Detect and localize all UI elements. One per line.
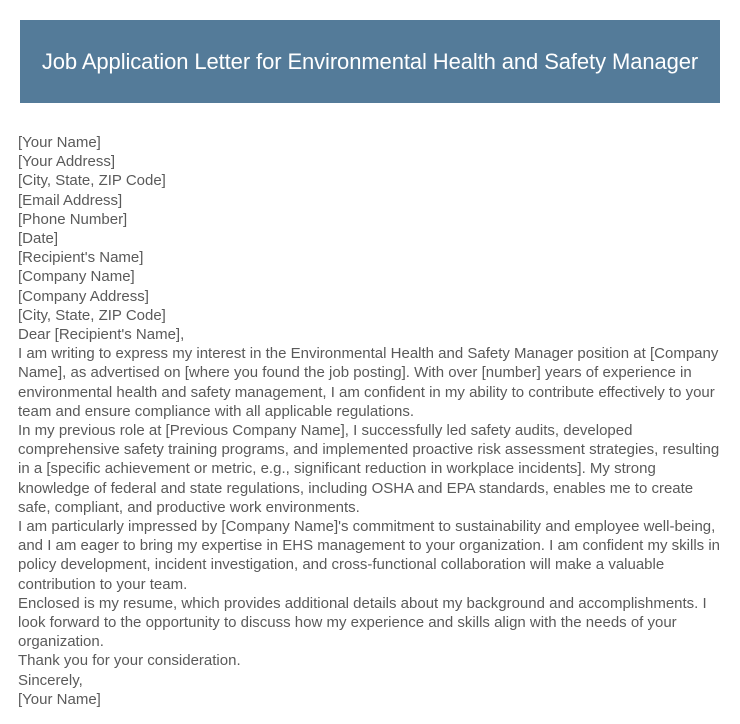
- recipient-line-name: [Recipient's Name]: [18, 249, 144, 267]
- sender-line-address: [Your Address]: [18, 153, 116, 171]
- thank-you-line: Thank you for your consideration.: [18, 652, 241, 670]
- recipient-line-city: [City, State, ZIP Code]: [18, 306, 166, 324]
- closing-line: Sincerely,: [18, 671, 83, 689]
- body-paragraph-2: In my previous role at [Previous Company Name], I successfully led safety audits, developed comprehensive safety training programs, and implemented proactive risk assessment strategies, resulting in a [specific achievement or metric, e.g., significant reduction in workplace incidents]. My strong knowledge of federal and state regulations, including OSHA and EPA standards, enables me to create safe, compliant, and productive work environments.: [18, 422, 720, 516]
- letter-body: [18, 133, 720, 709]
- document-header-banner: [20, 20, 720, 103]
- body-paragraph-4: Enclosed is my resume, which provides additional details about my background and accomplishments. I look forward to the opportunity to discuss how my experience and skills align with the needs of your organization.: [18, 594, 707, 651]
- page-title: Job Application Letter for Environmental Health and Safety Manager: [41, 48, 699, 74]
- recipient-line-company: [Company Name]: [18, 268, 135, 286]
- recipient-address-block: [18, 248, 720, 325]
- sender-line-date: [Date]: [18, 230, 59, 248]
- recipient-line-address: [Company Address]: [18, 287, 149, 305]
- sender-line-city: [City, State, ZIP Code]: [18, 172, 166, 190]
- signature-line: [Your Name]: [18, 690, 101, 708]
- salutation: Dear [Recipient's Name],: [18, 326, 185, 344]
- body-paragraph-3: I am particularly impressed by [Company Name]'s commitment to sustainability and employee well-being, and I am eager to bring my expertise in EHS management to your organization. I am confident my skills in policy development, incident investigation, and cross-functional collaboration will make a valuable contribution to your team.: [18, 518, 721, 593]
- sender-line-email: [Email Address]: [18, 191, 123, 209]
- sender-address-block: [18, 133, 720, 248]
- body-paragraph-1: I am writing to express my interest in the Environmental Health and Safety Manager position at [Company Name], as advertised on [where you found the job posting]. With over [number] years of experience in environmental health and safety management, I am confident in my ability to contribute effectively to your team and ensure compliance with all applicable regulations.: [18, 345, 719, 420]
- sender-line-phone: [Phone Number]: [18, 210, 128, 228]
- sender-line-name: [Your Name]: [18, 134, 101, 151]
